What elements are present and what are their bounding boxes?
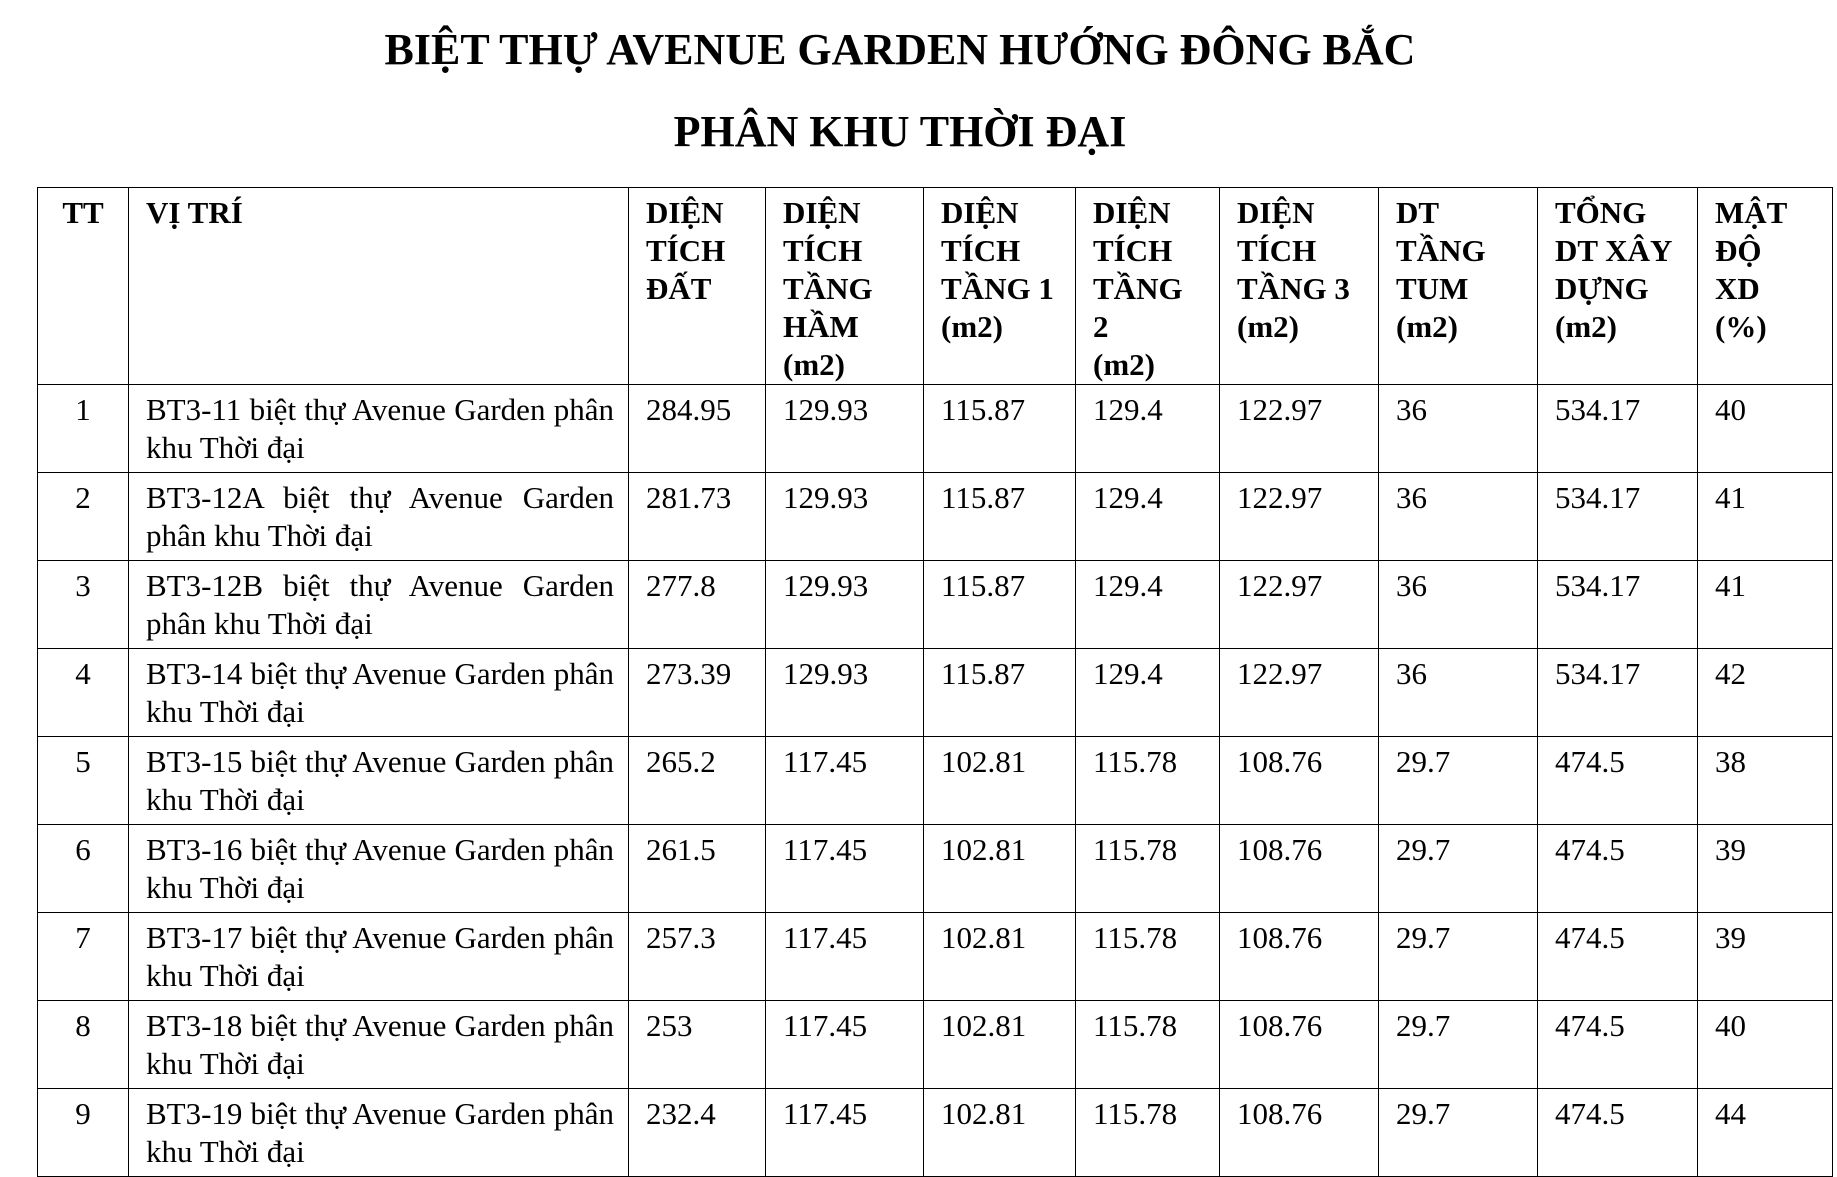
header-total-build-area-line: DT XÂY (1555, 233, 1673, 268)
cell-location: BT3-17 biệt thự Avenue Garden phân khu Thời đại (129, 913, 629, 1001)
header-floor2-area-line: DIỆN (1093, 195, 1171, 230)
cell-floor1-area: 115.87 (924, 385, 1076, 473)
cell-floor2-area: 129.4 (1076, 385, 1220, 473)
header-floor1-area-line: TÍCH (941, 233, 1021, 268)
header-land-area-line: DIỆN (646, 195, 724, 230)
header-basement-area-line: TẦNG (783, 271, 873, 306)
cell-roof-floor-area: 36 (1379, 561, 1538, 649)
cell-build-density: 40 (1698, 1001, 1833, 1089)
cell-roof-floor-area: 36 (1379, 473, 1538, 561)
cell-tt: 2 (38, 473, 129, 561)
header-build-density-line: MẬT (1715, 195, 1788, 230)
document-subtitle: PHÂN KHU THỜI ĐẠI (673, 107, 1127, 156)
header-floor2-area-line: (m2) (1093, 347, 1155, 382)
cell-basement-area: 117.45 (766, 825, 924, 913)
header-floor1-area (924, 188, 1076, 385)
cell-total-build-area: 474.5 (1538, 737, 1698, 825)
header-total-build-area (1538, 188, 1698, 385)
cell-floor1-area: 102.81 (924, 825, 1076, 913)
header-roof-floor-area-line: TUM (1396, 271, 1469, 306)
cell-floor1-area: 115.87 (924, 649, 1076, 737)
cell-total-build-area: 474.5 (1538, 1089, 1698, 1177)
header-floor3-area-line: DIỆN (1237, 195, 1315, 230)
header-floor2-area (1076, 188, 1220, 385)
header-floor2-area-line: 2 (1093, 309, 1109, 344)
cell-tt: 7 (38, 913, 129, 1001)
cell-land-area: 277.8 (629, 561, 766, 649)
cell-build-density: 40 (1698, 385, 1833, 473)
document-title: BIỆT THỰ AVENUE GARDEN HƯỚNG ĐÔNG BẮC (384, 25, 1416, 74)
header-location-line: VỊ TRÍ (146, 195, 243, 230)
cell-floor2-area: 115.78 (1076, 825, 1220, 913)
cell-basement-area: 129.93 (766, 561, 924, 649)
cell-land-area: 257.3 (629, 913, 766, 1001)
table-row (38, 825, 1833, 913)
header-floor1-area-line: (m2) (941, 309, 1003, 344)
cell-floor3-area: 108.76 (1220, 737, 1379, 825)
cell-basement-area: 117.45 (766, 1089, 924, 1177)
header-floor2-area-line: TẦNG (1093, 271, 1183, 306)
cell-floor1-area: 102.81 (924, 1001, 1076, 1089)
header-total-build-area-line: TỔNG (1555, 195, 1647, 230)
header-build-density (1698, 188, 1833, 385)
header-floor1-area-line: DIỆN (941, 195, 1019, 230)
cell-land-area: 284.95 (629, 385, 766, 473)
cell-location: BT3-18 biệt thự Avenue Garden phân khu Thời đại (129, 1001, 629, 1089)
header-floor3-area-line: TÍCH (1237, 233, 1317, 268)
cell-tt: 8 (38, 1001, 129, 1089)
header-floor3-area-line: (m2) (1237, 309, 1299, 344)
header-roof-floor-area (1379, 188, 1538, 385)
cell-total-build-area: 534.17 (1538, 561, 1698, 649)
cell-location: BT3-15 biệt thự Avenue Garden phân khu Thời đại (129, 737, 629, 825)
cell-floor3-area: 108.76 (1220, 913, 1379, 1001)
header-basement-area-line: (m2) (783, 347, 845, 382)
cell-tt: 4 (38, 649, 129, 737)
table-body (38, 385, 1833, 1177)
cell-basement-area: 117.45 (766, 737, 924, 825)
table-row (38, 913, 1833, 1001)
header-location (129, 188, 629, 385)
table-row (38, 1001, 1833, 1089)
cell-floor3-area: 122.97 (1220, 473, 1379, 561)
header-basement-area-line: HẦM (783, 309, 859, 344)
header-row (38, 188, 1833, 385)
cell-roof-floor-area: 29.7 (1379, 825, 1538, 913)
cell-floor3-area: 122.97 (1220, 561, 1379, 649)
cell-roof-floor-area: 29.7 (1379, 1089, 1538, 1177)
cell-floor3-area: 122.97 (1220, 649, 1379, 737)
cell-build-density: 39 (1698, 913, 1833, 1001)
cell-floor2-area: 115.78 (1076, 1001, 1220, 1089)
header-build-density-line: ĐỘ (1715, 233, 1762, 268)
header-basement-area-line: DIỆN (783, 195, 861, 230)
cell-location: BT3-16 biệt thự Avenue Garden phân khu Thời đại (129, 825, 629, 913)
table-row (38, 385, 1833, 473)
cell-build-density: 39 (1698, 825, 1833, 913)
cell-floor3-area: 108.76 (1220, 825, 1379, 913)
cell-roof-floor-area: 29.7 (1379, 913, 1538, 1001)
cell-tt: 1 (38, 385, 129, 473)
table-row (38, 473, 1833, 561)
cell-land-area: 232.4 (629, 1089, 766, 1177)
cell-total-build-area: 534.17 (1538, 385, 1698, 473)
header-floor2-area-line: TÍCH (1093, 233, 1173, 268)
cell-floor3-area: 108.76 (1220, 1001, 1379, 1089)
cell-roof-floor-area: 36 (1379, 649, 1538, 737)
header-roof-floor-area-line: TẦNG (1396, 233, 1486, 268)
cell-location: BT3-12A biệt thự Avenue Garden phân khu Thời đại (129, 473, 629, 561)
cell-floor1-area: 102.81 (924, 1089, 1076, 1177)
header-land-area-line: TÍCH (646, 233, 726, 268)
cell-land-area: 253 (629, 1001, 766, 1089)
cell-total-build-area: 534.17 (1538, 473, 1698, 561)
cell-tt: 9 (38, 1089, 129, 1177)
header-roof-floor-area-line: (m2) (1396, 309, 1458, 344)
header-land-area-line: ĐẤT (646, 271, 712, 306)
header-roof-floor-area-line: DT (1396, 195, 1440, 230)
table-row (38, 1089, 1833, 1177)
cell-floor2-area: 129.4 (1076, 649, 1220, 737)
cell-floor3-area: 122.97 (1220, 385, 1379, 473)
cell-floor1-area: 102.81 (924, 913, 1076, 1001)
cell-floor1-area: 115.87 (924, 473, 1076, 561)
header-build-density-line: XD (1715, 271, 1760, 306)
cell-basement-area: 129.93 (766, 473, 924, 561)
header-land-area (629, 188, 766, 385)
cell-tt: 5 (38, 737, 129, 825)
cell-build-density: 41 (1698, 561, 1833, 649)
cell-location: BT3-19 biệt thự Avenue Garden phân khu Thời đại (129, 1089, 629, 1177)
header-total-build-area-line: (m2) (1555, 309, 1617, 344)
cell-floor1-area: 102.81 (924, 737, 1076, 825)
header-tt-line: TT (62, 195, 104, 230)
header-basement-area-line: TÍCH (783, 233, 863, 268)
cell-land-area: 273.39 (629, 649, 766, 737)
header-tt (38, 188, 129, 385)
cell-basement-area: 117.45 (766, 913, 924, 1001)
cell-basement-area: 129.93 (766, 385, 924, 473)
cell-land-area: 265.2 (629, 737, 766, 825)
cell-total-build-area: 474.5 (1538, 913, 1698, 1001)
cell-total-build-area: 474.5 (1538, 1001, 1698, 1089)
table-row (38, 649, 1833, 737)
cell-floor2-area: 129.4 (1076, 473, 1220, 561)
cell-roof-floor-area: 29.7 (1379, 737, 1538, 825)
header-floor1-area-line: TẦNG 1 (941, 271, 1054, 306)
cell-floor3-area: 108.76 (1220, 1089, 1379, 1177)
cell-location: BT3-11 biệt thự Avenue Garden phân khu Thời đại (129, 385, 629, 473)
table-row (38, 561, 1833, 649)
cell-basement-area: 117.45 (766, 1001, 924, 1089)
cell-roof-floor-area: 29.7 (1379, 1001, 1538, 1089)
table-row (38, 737, 1833, 825)
cell-floor2-area: 129.4 (1076, 561, 1220, 649)
cell-location: BT3-14 biệt thự Avenue Garden phân khu Thời đại (129, 649, 629, 737)
cell-build-density: 38 (1698, 737, 1833, 825)
cell-total-build-area: 474.5 (1538, 825, 1698, 913)
cell-floor2-area: 115.78 (1076, 913, 1220, 1001)
header-basement-area (766, 188, 924, 385)
cell-land-area: 281.73 (629, 473, 766, 561)
cell-tt: 6 (38, 825, 129, 913)
cell-roof-floor-area: 36 (1379, 385, 1538, 473)
cell-land-area: 261.5 (629, 825, 766, 913)
cell-tt: 3 (38, 561, 129, 649)
header-floor3-area-line: TẦNG 3 (1237, 271, 1350, 306)
villa-area-table (37, 187, 1833, 1177)
header-total-build-area-line: DỰNG (1555, 271, 1649, 306)
cell-build-density: 41 (1698, 473, 1833, 561)
cell-floor1-area: 115.87 (924, 561, 1076, 649)
cell-build-density: 44 (1698, 1089, 1833, 1177)
cell-floor2-area: 115.78 (1076, 1089, 1220, 1177)
cell-floor2-area: 115.78 (1076, 737, 1220, 825)
cell-total-build-area: 534.17 (1538, 649, 1698, 737)
cell-build-density: 42 (1698, 649, 1833, 737)
header-build-density-line: (%) (1715, 309, 1767, 344)
cell-basement-area: 129.93 (766, 649, 924, 737)
cell-location: BT3-12B biệt thự Avenue Garden phân khu Thời đại (129, 561, 629, 649)
header-floor3-area (1220, 188, 1379, 385)
